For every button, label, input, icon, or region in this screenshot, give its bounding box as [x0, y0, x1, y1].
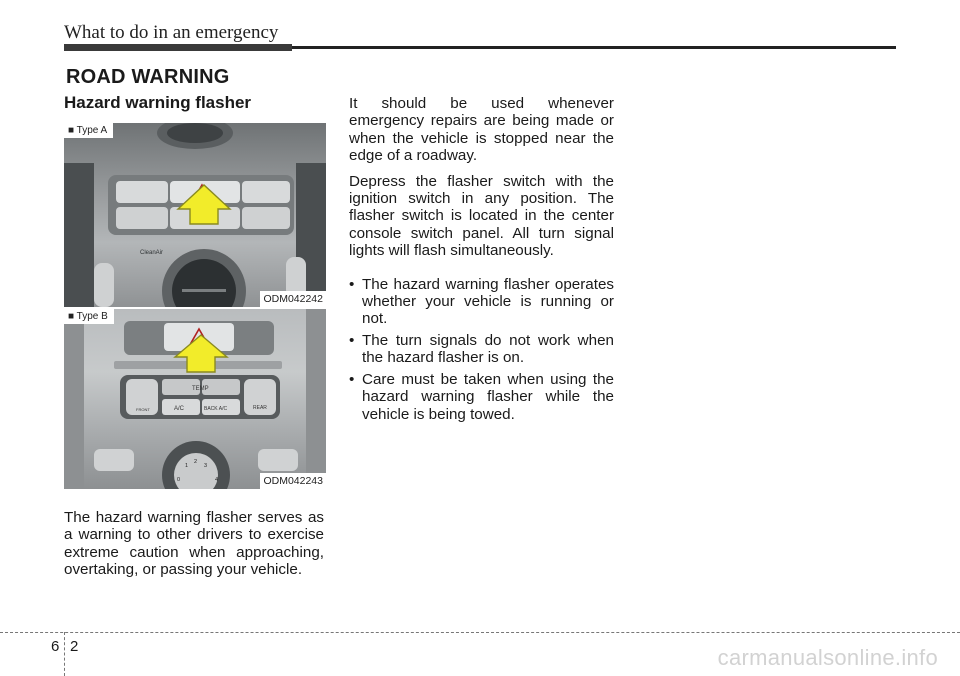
body-paragraph-2: Depress the flasher switch with the ignition switch in any position. The flasher switch is located in the center console switch panel. All turn signal lights will flash simultaneously. [349, 172, 614, 260]
rear-defrost-label: REAR [253, 405, 267, 411]
figure-type-b [64, 309, 326, 489]
console-photo-b [64, 309, 326, 489]
site-watermark: carmanualsonline.info [717, 645, 938, 670]
fan-dial-number-0: 0 [177, 477, 181, 483]
figure-type-b-label: ■ Type B [64, 309, 114, 324]
fan-dial-number-3: 3 [204, 463, 208, 469]
front-defrost-label: FRONT [136, 407, 150, 412]
left-body-paragraph: The hazard warning flasher serves as a warning to other drivers to exercise extreme caution when approaching, overtaking, or passing your vehicle. [64, 509, 324, 579]
bullet-dot: • [349, 331, 355, 349]
figure-code-b: ODM042243 [260, 473, 326, 489]
bullet-text: The hazard warning flasher operates whether your vehicle is running or not. [362, 275, 614, 328]
header-rule-accent [64, 44, 292, 51]
bullet-list [349, 276, 614, 423]
fan-dial-number-1: 1 [185, 463, 189, 469]
subsection-title: Hazard warning flasher [64, 93, 252, 112]
bullet-dot: • [349, 275, 355, 293]
figure-type-a [64, 123, 326, 307]
bullet-item [349, 371, 614, 423]
page-number: 2 [70, 638, 79, 655]
bullet-item [349, 276, 614, 328]
right-column [349, 95, 614, 427]
cleanair-logo-text: CleanAir [140, 250, 164, 256]
bullet-item [349, 332, 614, 367]
back-ac-button-label: BACK A/C [204, 406, 228, 412]
bullet-text: Care must be taken when using the hazard warning flasher while the vehicle is being towed. [362, 370, 614, 423]
section-title: ROAD WARNING [66, 66, 230, 88]
ac-button-label: A/C [174, 406, 185, 412]
console-photo-a [64, 123, 326, 307]
chapter-number: 6 [51, 638, 60, 655]
body-paragraph-1: It should be used whenever emergency repairs are being made or when the vehicle is stopped near the edge of a roadway. [349, 95, 614, 165]
figure-type-a-label: ■ Type A [64, 123, 113, 138]
fan-dial-number-4: 4 [215, 477, 219, 483]
figure-code-a: ODM042242 [260, 291, 326, 307]
footer-divider [64, 632, 65, 676]
fan-dial-number-2: 2 [194, 459, 198, 465]
bullet-dot: • [349, 370, 355, 388]
temp-button-label: TEMP [192, 386, 209, 392]
footer-rule [0, 632, 960, 633]
running-head: What to do in an emergency [64, 22, 279, 43]
bullet-text: The turn signals do not work when the hazard flasher is on. [362, 331, 614, 367]
